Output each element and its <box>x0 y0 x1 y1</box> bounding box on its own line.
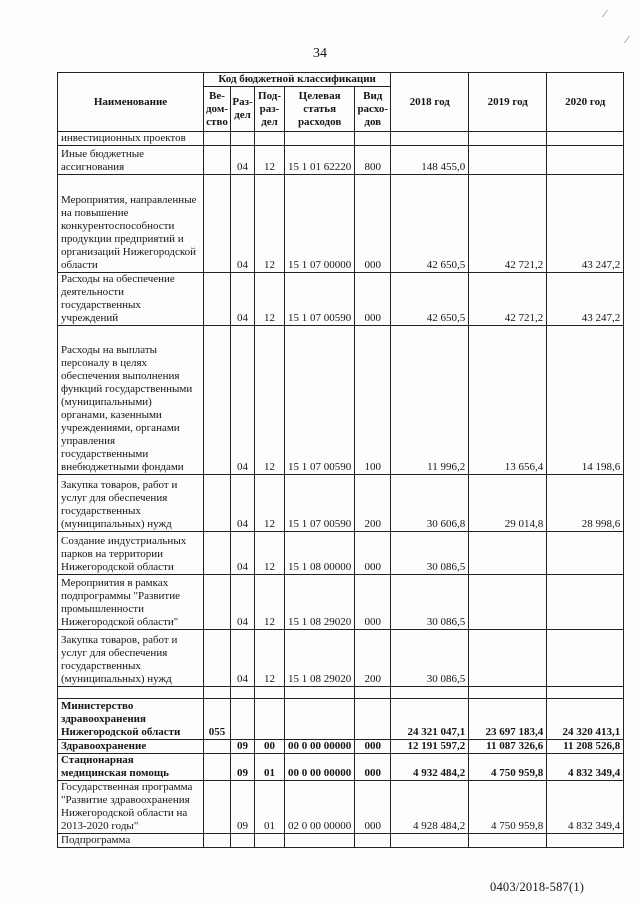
row-value-2018: 4 928 484,2 <box>391 781 469 834</box>
row-value-2020 <box>547 834 624 848</box>
row-name: инвестиционных проектов <box>58 132 204 146</box>
table-row <box>58 687 624 699</box>
row-podrazdel: 12 <box>255 475 285 532</box>
table-row <box>58 175 624 273</box>
row-value-2020: 28 998,6 <box>547 475 624 532</box>
header-vedomstvo: Ве-дом-ство <box>204 87 231 132</box>
row-podrazdel: 00 <box>255 740 285 754</box>
row-name: Мероприятия, направленные на повышение конкурентоспособности продукции предприятий и организаций Нижегородской области <box>58 175 204 273</box>
row-razdel <box>231 834 255 848</box>
table-row <box>58 834 624 848</box>
header-2018: 2018 год <box>391 73 469 132</box>
row-vedomstvo <box>204 146 231 175</box>
row-name: Стационарная медицинская помощь <box>58 754 204 781</box>
table-row <box>58 273 624 326</box>
header-code-group: Код бюджетной классификации <box>204 73 391 87</box>
row-article <box>285 699 355 740</box>
row-article: 15 1 07 00590 <box>285 475 355 532</box>
row-razdel: 04 <box>231 630 255 687</box>
table-row <box>58 575 624 630</box>
row-article: 15 1 08 29020 <box>285 575 355 630</box>
header-2019: 2019 год <box>469 73 547 132</box>
row-podrazdel <box>255 132 285 146</box>
row-podrazdel <box>255 699 285 740</box>
row-value-2020: 43 247,2 <box>547 175 624 273</box>
row-value-2018: 11 996,2 <box>391 326 469 475</box>
row-name: Создание индустриальных парков на территории Нижегородской области <box>58 532 204 575</box>
row-name: Здравоохранение <box>58 740 204 754</box>
row-article: 02 0 00 00000 <box>285 781 355 834</box>
row-razdel: 04 <box>231 532 255 575</box>
row-vid: 800 <box>355 146 391 175</box>
row-vid: 000 <box>355 575 391 630</box>
table-row <box>58 146 624 175</box>
row-razdel: 04 <box>231 475 255 532</box>
row-vedomstvo <box>204 273 231 326</box>
row-value-2019: 23 697 183,4 <box>469 699 547 740</box>
row-value-2020: 14 198,6 <box>547 326 624 475</box>
row-vid: 000 <box>355 781 391 834</box>
row-value-2018: 30 606,8 <box>391 475 469 532</box>
row-name: Закупка товаров, работ и услуг для обеспечения государственных (муниципальных) нужд <box>58 475 204 532</box>
row-name: Расходы на обеспечение деятельности государственных учреждений <box>58 273 204 326</box>
table-row <box>58 475 624 532</box>
row-value-2019: 42 721,2 <box>469 273 547 326</box>
row-article: 00 0 00 00000 <box>285 754 355 781</box>
page-number: 34 <box>313 46 327 61</box>
row-podrazdel: 12 <box>255 532 285 575</box>
row-value-2018: 42 650,5 <box>391 273 469 326</box>
row-podrazdel: 12 <box>255 146 285 175</box>
row-value-2019 <box>469 630 547 687</box>
row-vid: 000 <box>355 532 391 575</box>
row-vid: 200 <box>355 475 391 532</box>
row-value-2019 <box>469 575 547 630</box>
row-vid: 200 <box>355 630 391 687</box>
row-vedomstvo: 055 <box>204 699 231 740</box>
footer-code: 0403/2018-587(1) <box>490 880 585 894</box>
row-vedomstvo <box>204 575 231 630</box>
row-podrazdel: 12 <box>255 630 285 687</box>
row-razdel: 04 <box>231 146 255 175</box>
row-article: 00 0 00 00000 <box>285 740 355 754</box>
row-vedomstvo <box>204 132 231 146</box>
row-vid <box>355 687 391 699</box>
row-vedomstvo <box>204 630 231 687</box>
table-row <box>58 781 624 834</box>
header-podrazdel: Под-раз-дел <box>255 87 285 132</box>
row-value-2018: 30 086,5 <box>391 630 469 687</box>
row-podrazdel: 12 <box>255 326 285 475</box>
row-podrazdel: 01 <box>255 781 285 834</box>
row-name: Мероприятия в рамках подпрограммы "Развитие промышленности Нижегородской области" <box>58 575 204 630</box>
row-razdel: 09 <box>231 740 255 754</box>
row-razdel <box>231 132 255 146</box>
row-name: Государственная программа "Развитие здравоохранения Нижегородской области на 2013-2020 годы" <box>58 781 204 834</box>
row-value-2018: 30 086,5 <box>391 575 469 630</box>
header-2020: 2020 год <box>547 73 624 132</box>
row-razdel <box>231 687 255 699</box>
row-value-2020: 11 208 526,8 <box>547 740 624 754</box>
header-name: Наименование <box>58 73 204 132</box>
row-razdel: 09 <box>231 754 255 781</box>
row-razdel: 04 <box>231 273 255 326</box>
row-article: 15 1 07 00590 <box>285 326 355 475</box>
row-article: 15 1 07 00000 <box>285 175 355 273</box>
row-value-2019 <box>469 687 547 699</box>
row-article: 15 1 08 29020 <box>285 630 355 687</box>
row-podrazdel <box>255 687 285 699</box>
row-vedomstvo <box>204 834 231 848</box>
row-name: Подпрограмма <box>58 834 204 848</box>
row-value-2020 <box>547 132 624 146</box>
row-vid <box>355 699 391 740</box>
row-value-2018: 24 321 047,1 <box>391 699 469 740</box>
row-vedomstvo <box>204 687 231 699</box>
row-article: 15 1 07 00590 <box>285 273 355 326</box>
row-value-2019 <box>469 132 547 146</box>
row-vedomstvo <box>204 175 231 273</box>
table-row <box>58 630 624 687</box>
row-value-2020: 24 320 413,1 <box>547 699 624 740</box>
row-value-2018: 42 650,5 <box>391 175 469 273</box>
row-podrazdel <box>255 834 285 848</box>
row-vid <box>355 132 391 146</box>
row-value-2020: 4 832 349,4 <box>547 754 624 781</box>
corner-mark-side: ⁄ <box>626 34 628 46</box>
table-row <box>58 132 624 146</box>
row-vid: 000 <box>355 175 391 273</box>
row-vedomstvo <box>204 326 231 475</box>
row-value-2020 <box>547 687 624 699</box>
row-vedomstvo <box>204 532 231 575</box>
row-value-2020 <box>547 630 624 687</box>
row-value-2018: 30 086,5 <box>391 532 469 575</box>
row-value-2019: 29 014,8 <box>469 475 547 532</box>
row-value-2018 <box>391 132 469 146</box>
row-value-2019 <box>469 532 547 575</box>
header-razdel: Раз-дел <box>231 87 255 132</box>
row-podrazdel: 12 <box>255 273 285 326</box>
row-vid: 000 <box>355 273 391 326</box>
row-name <box>58 687 204 699</box>
row-name: Закупка товаров, работ и услуг для обеспечения государственных (муниципальных) нужд <box>58 630 204 687</box>
row-value-2020: 4 832 349,4 <box>547 781 624 834</box>
row-vedomstvo <box>204 740 231 754</box>
row-razdel: 04 <box>231 575 255 630</box>
row-podrazdel: 12 <box>255 175 285 273</box>
row-razdel <box>231 699 255 740</box>
row-value-2019 <box>469 834 547 848</box>
row-value-2018 <box>391 834 469 848</box>
row-article: 15 1 08 00000 <box>285 532 355 575</box>
corner-mark-top: ⁄ <box>604 8 606 20</box>
row-value-2019 <box>469 146 547 175</box>
row-value-2019: 4 750 959,8 <box>469 781 547 834</box>
row-razdel: 04 <box>231 175 255 273</box>
table-row <box>58 326 624 475</box>
row-value-2019: 42 721,2 <box>469 175 547 273</box>
row-value-2020 <box>547 146 624 175</box>
table-row <box>58 740 624 754</box>
row-razdel: 04 <box>231 326 255 475</box>
row-value-2019: 13 656,4 <box>469 326 547 475</box>
row-name: Иные бюджетные ассигнования <box>58 146 204 175</box>
row-name: Министерство здравоохранения Нижегородской области <box>58 699 204 740</box>
row-article <box>285 132 355 146</box>
budget-table <box>57 72 624 848</box>
row-article <box>285 834 355 848</box>
row-vedomstvo <box>204 781 231 834</box>
row-value-2020 <box>547 532 624 575</box>
row-article: 15 1 01 62220 <box>285 146 355 175</box>
table-row <box>58 699 624 740</box>
row-vid: 000 <box>355 754 391 781</box>
header-article: Целевая статья расходов <box>285 87 355 132</box>
row-razdel: 09 <box>231 781 255 834</box>
row-value-2018: 4 932 484,2 <box>391 754 469 781</box>
row-vedomstvo <box>204 754 231 781</box>
table-row <box>58 754 624 781</box>
row-podrazdel: 01 <box>255 754 285 781</box>
row-vedomstvo <box>204 475 231 532</box>
row-vid: 000 <box>355 740 391 754</box>
row-article <box>285 687 355 699</box>
row-value-2020 <box>547 575 624 630</box>
header-vid: Вид расхо-дов <box>355 87 391 132</box>
row-vid: 100 <box>355 326 391 475</box>
row-value-2018 <box>391 687 469 699</box>
row-value-2019: 4 750 959,8 <box>469 754 547 781</box>
row-value-2020: 43 247,2 <box>547 273 624 326</box>
row-name: Расходы на выплаты персоналу в целях обеспечения выполнения функций государственными (муниципальными) органами, казенными учреждениями, органами управления государственными внебюджетными фондами <box>58 326 204 475</box>
row-value-2019: 11 087 326,6 <box>469 740 547 754</box>
table-row <box>58 532 624 575</box>
row-podrazdel: 12 <box>255 575 285 630</box>
row-value-2018: 12 191 597,2 <box>391 740 469 754</box>
row-value-2018: 148 455,0 <box>391 146 469 175</box>
row-vid <box>355 834 391 848</box>
